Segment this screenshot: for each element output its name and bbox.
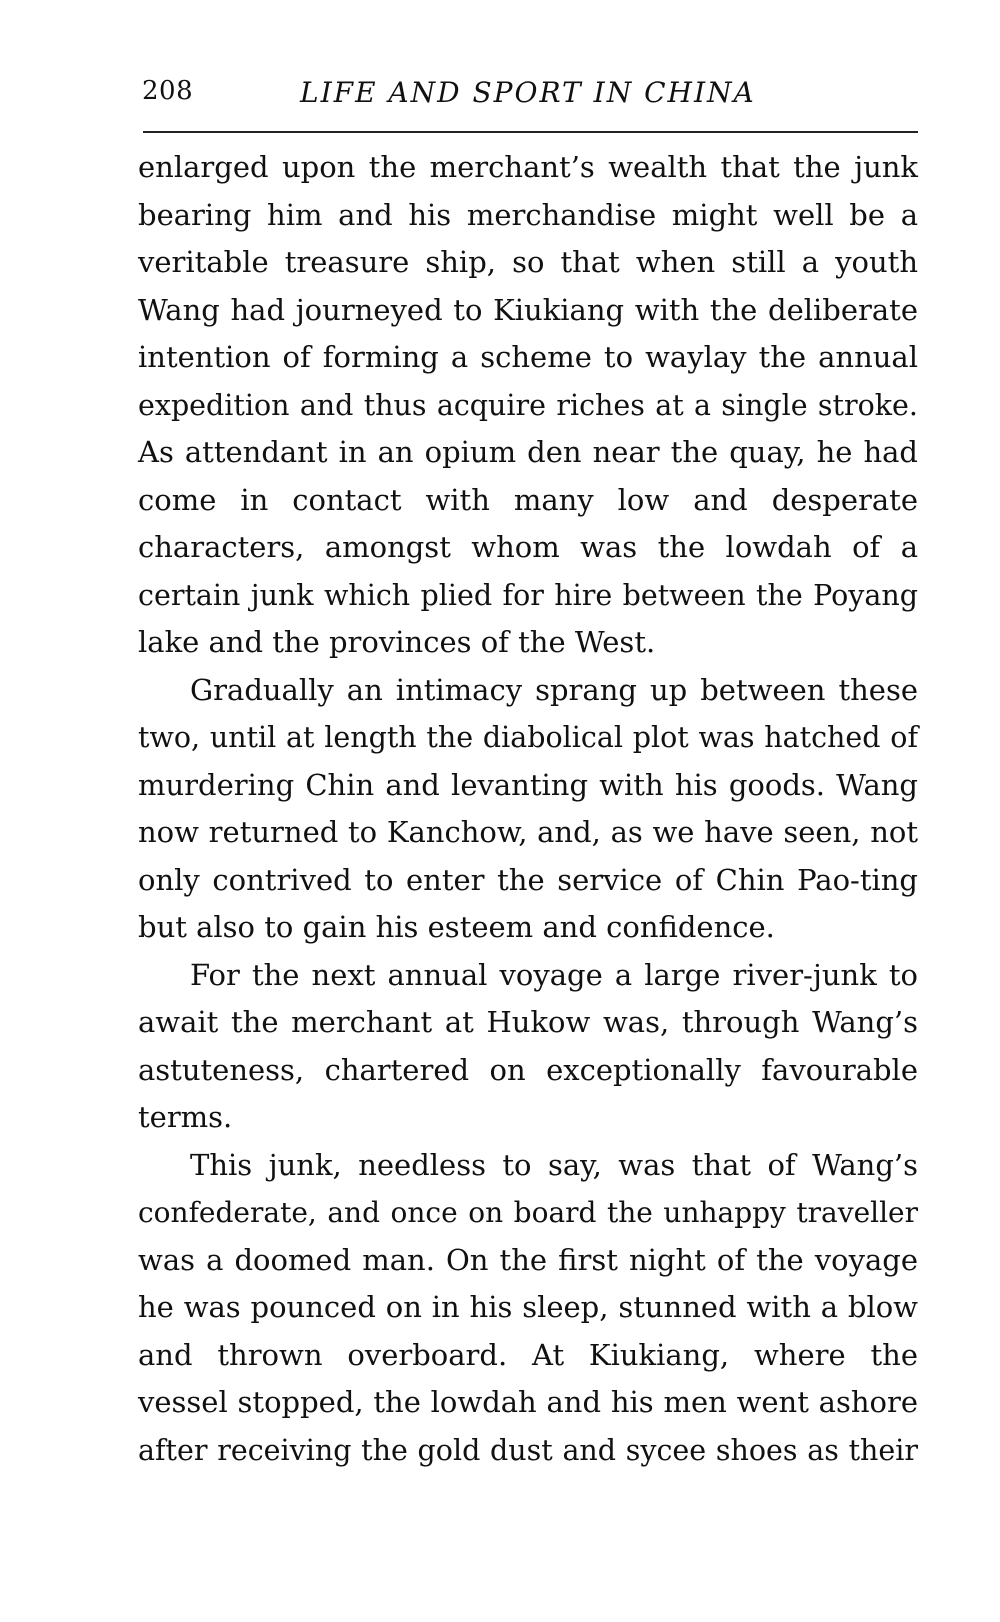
text-line: terms. <box>138 1100 233 1134</box>
text-line: expedition and thus acquire riches at a single stroke. <box>138 388 918 422</box>
text-line: bearing him and his merchandise might well be a <box>138 197 918 232</box>
text-line: astuteness, chartered on exceptionally favourable <box>138 1052 918 1087</box>
running-head <box>138 76 918 116</box>
text-line: vessel stopped, the lowdah and his men went ashore <box>138 1385 918 1419</box>
text-line: This junk, needless to say, was that of Wang’s <box>190 1147 918 1182</box>
page-number: 208 <box>142 76 194 106</box>
text-line: murdering Chin and levanting with his goods. Wang <box>138 767 918 802</box>
text-line: now returned to Kanchow, and, as we have seen, not <box>138 815 918 849</box>
text-line: he was pounced on in his sleep, stunned with a blow <box>138 1290 918 1324</box>
text-line: intention of forming a scheme to waylay the annual <box>138 340 918 374</box>
text-line: certain junk which plied for hire between the Poyang <box>138 578 918 612</box>
text-line: only contrived to enter the service of Chin Pao-ting <box>138 862 918 897</box>
body-text <box>138 144 918 1474</box>
text-line: As attendant in an opium den near the quay, he had <box>138 435 918 469</box>
text-line: Gradually an intimacy sprang up between these <box>190 672 918 707</box>
text-line: veritable treasure ship, so that when still a youth <box>138 245 918 279</box>
text-line: but also to gain his esteem and confidence. <box>138 910 775 944</box>
text-line: was a doomed man. On the first night of the voyage <box>138 1242 918 1277</box>
text-line: characters, amongst whom was the lowdah of a <box>138 530 918 564</box>
header-rule <box>143 131 918 133</box>
text-line: lake and the provinces of the West. <box>138 625 656 659</box>
text-line: come in contact with many low and desperate <box>138 482 918 517</box>
text-line: await the merchant at Hukow was, through Wang’s <box>138 1005 918 1039</box>
text-line: Wang had journeyed to Kiukiang with the deliberate <box>138 292 918 327</box>
text-line: confederate, and once on board the unhappy traveller <box>138 1196 918 1229</box>
text-line: after receiving the gold dust and sycee shoes as their <box>138 1433 918 1467</box>
paragraph-2 <box>138 667 918 952</box>
paragraph-1 <box>138 144 918 667</box>
running-title: LIFE AND SPORT IN CHINA <box>300 76 756 109</box>
text-line: For the next annual voyage a large river-junk to <box>190 957 918 992</box>
paragraph-3 <box>138 952 918 1142</box>
text-line: enlarged upon the merchant’s wealth that the junk <box>138 150 918 184</box>
text-line: and thrown overboard. At Kiukiang, where the <box>138 1337 918 1372</box>
paragraph-4 <box>138 1142 918 1475</box>
text-line: two, until at length the diabolical plot was hatched of <box>138 721 918 754</box>
